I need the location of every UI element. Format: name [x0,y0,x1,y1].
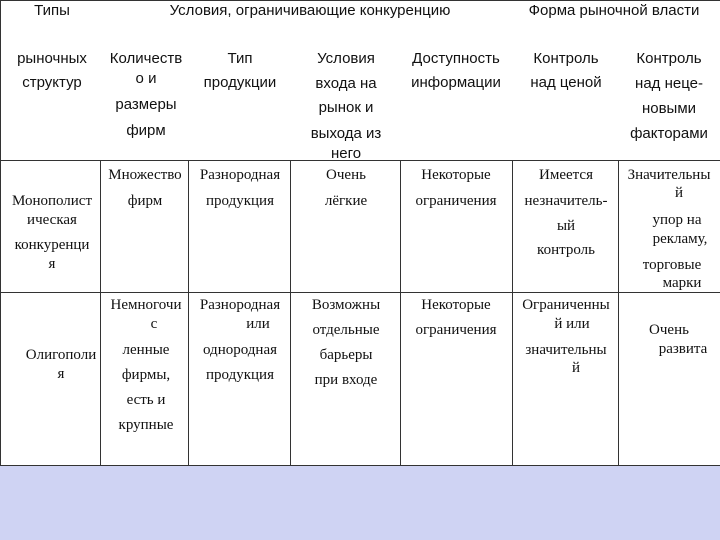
row-firms-line: с [150,316,158,332]
row-type-line: Олигополи [25,347,97,363]
row-entry-line: барьеры [319,347,373,363]
row-price-line: ый [556,218,576,234]
header-price-line: над ценой [530,74,602,91]
table-border-bottom [0,465,720,466]
column-divider [188,160,189,466]
header-firms-line: о и [135,70,157,87]
row-price-line: значительны [525,342,607,358]
row-price-line: незначитель- [524,193,608,209]
column-divider [512,160,513,466]
header-firms-line: Количеств [109,50,183,67]
row-nonprice-line: рекламу, [652,231,708,247]
row-nonprice-line: Очень [649,322,689,338]
header-nonprice-line: факторами [630,125,708,142]
row-price-line: й [571,360,581,376]
row-type-line: Монополист [11,193,93,209]
column-divider [400,160,401,466]
table-border-left [0,0,1,466]
row-entry-line: отдельные [312,322,380,338]
row-info-line: ограничения [415,193,497,209]
row-firms-line: фирм [127,193,163,209]
row-entry-line: Возможны [311,297,381,313]
row-entry-line: при входе [314,372,378,388]
header-price-line: Контроль [533,50,599,67]
header-entry-line: рынок и [318,99,374,116]
row-firms-line: Немногочи [110,297,182,313]
row-price-line: й или [554,316,590,332]
row-product-line: продукция [206,367,274,383]
header-nonprice-line: Контроль [636,50,702,67]
header-power-title: Форма рыночной власти [528,2,700,19]
header-product-line: продукции [203,74,277,91]
row-info-line: Некоторые [421,297,491,313]
row-entry-line: Очень [326,167,366,183]
row-firms-line: Множество [108,167,182,183]
header-entry-line: входа на [315,75,377,92]
header-info-line: Доступность [412,50,500,67]
row-price-line: Ограниченны [522,297,610,313]
header-types-line: Типы [34,2,70,19]
row-price-line: Имеется [539,167,593,183]
row-type-line: я [48,256,56,272]
row-product-line: продукция [206,193,274,209]
row-product-line: однородная [202,342,278,358]
row-product-line: Разнородная [199,297,281,313]
column-divider [290,160,291,466]
header-entry-line: Условия [317,50,375,67]
row-price-line: контроль [537,242,595,258]
row-type-line: конкуренци [14,237,90,253]
row-divider [0,292,720,293]
column-divider [618,160,619,466]
header-nonprice-line: новыми [641,100,697,117]
row-product-line: Разнородная [199,167,281,183]
row-nonprice-line: торговые [642,257,702,273]
row-nonprice-line: й [674,185,684,201]
row-info-line: ограничения [415,322,497,338]
header-firms-line: размеры [115,96,177,113]
row-firms-line: ленные [122,342,170,358]
header-firms-line: фирм [126,122,166,139]
row-info-line: Некоторые [421,167,491,183]
row-firms-line: фирмы, [121,367,171,383]
row-entry-line: лёгкие [324,193,368,209]
row-nonprice-line: упор на [652,212,702,228]
row-nonprice-line: Значительны [627,167,711,183]
header-types-line: рыночных [17,50,87,67]
row-nonprice-line: развита [658,341,708,357]
header-entry-line: выхода из [310,125,382,142]
row-nonprice-line: марки [662,275,702,291]
header-product-line: Тип [227,50,253,67]
header-types-line: структур [22,74,82,91]
table-border-top [0,0,720,1]
row-product-line: или [246,316,270,332]
header-info-line: информации [411,74,501,91]
header-nonprice-line: над неце- [635,75,703,92]
row-type-line: ическая [27,212,77,228]
header-conditions-title: Условия, ограничивающие конкуренцию [169,2,451,19]
column-divider [100,160,101,466]
row-firms-line: есть и [126,392,166,408]
row-firms-line: крупные [118,417,174,433]
header-entry-line: него [330,145,362,162]
row-type-line: я [57,366,65,382]
